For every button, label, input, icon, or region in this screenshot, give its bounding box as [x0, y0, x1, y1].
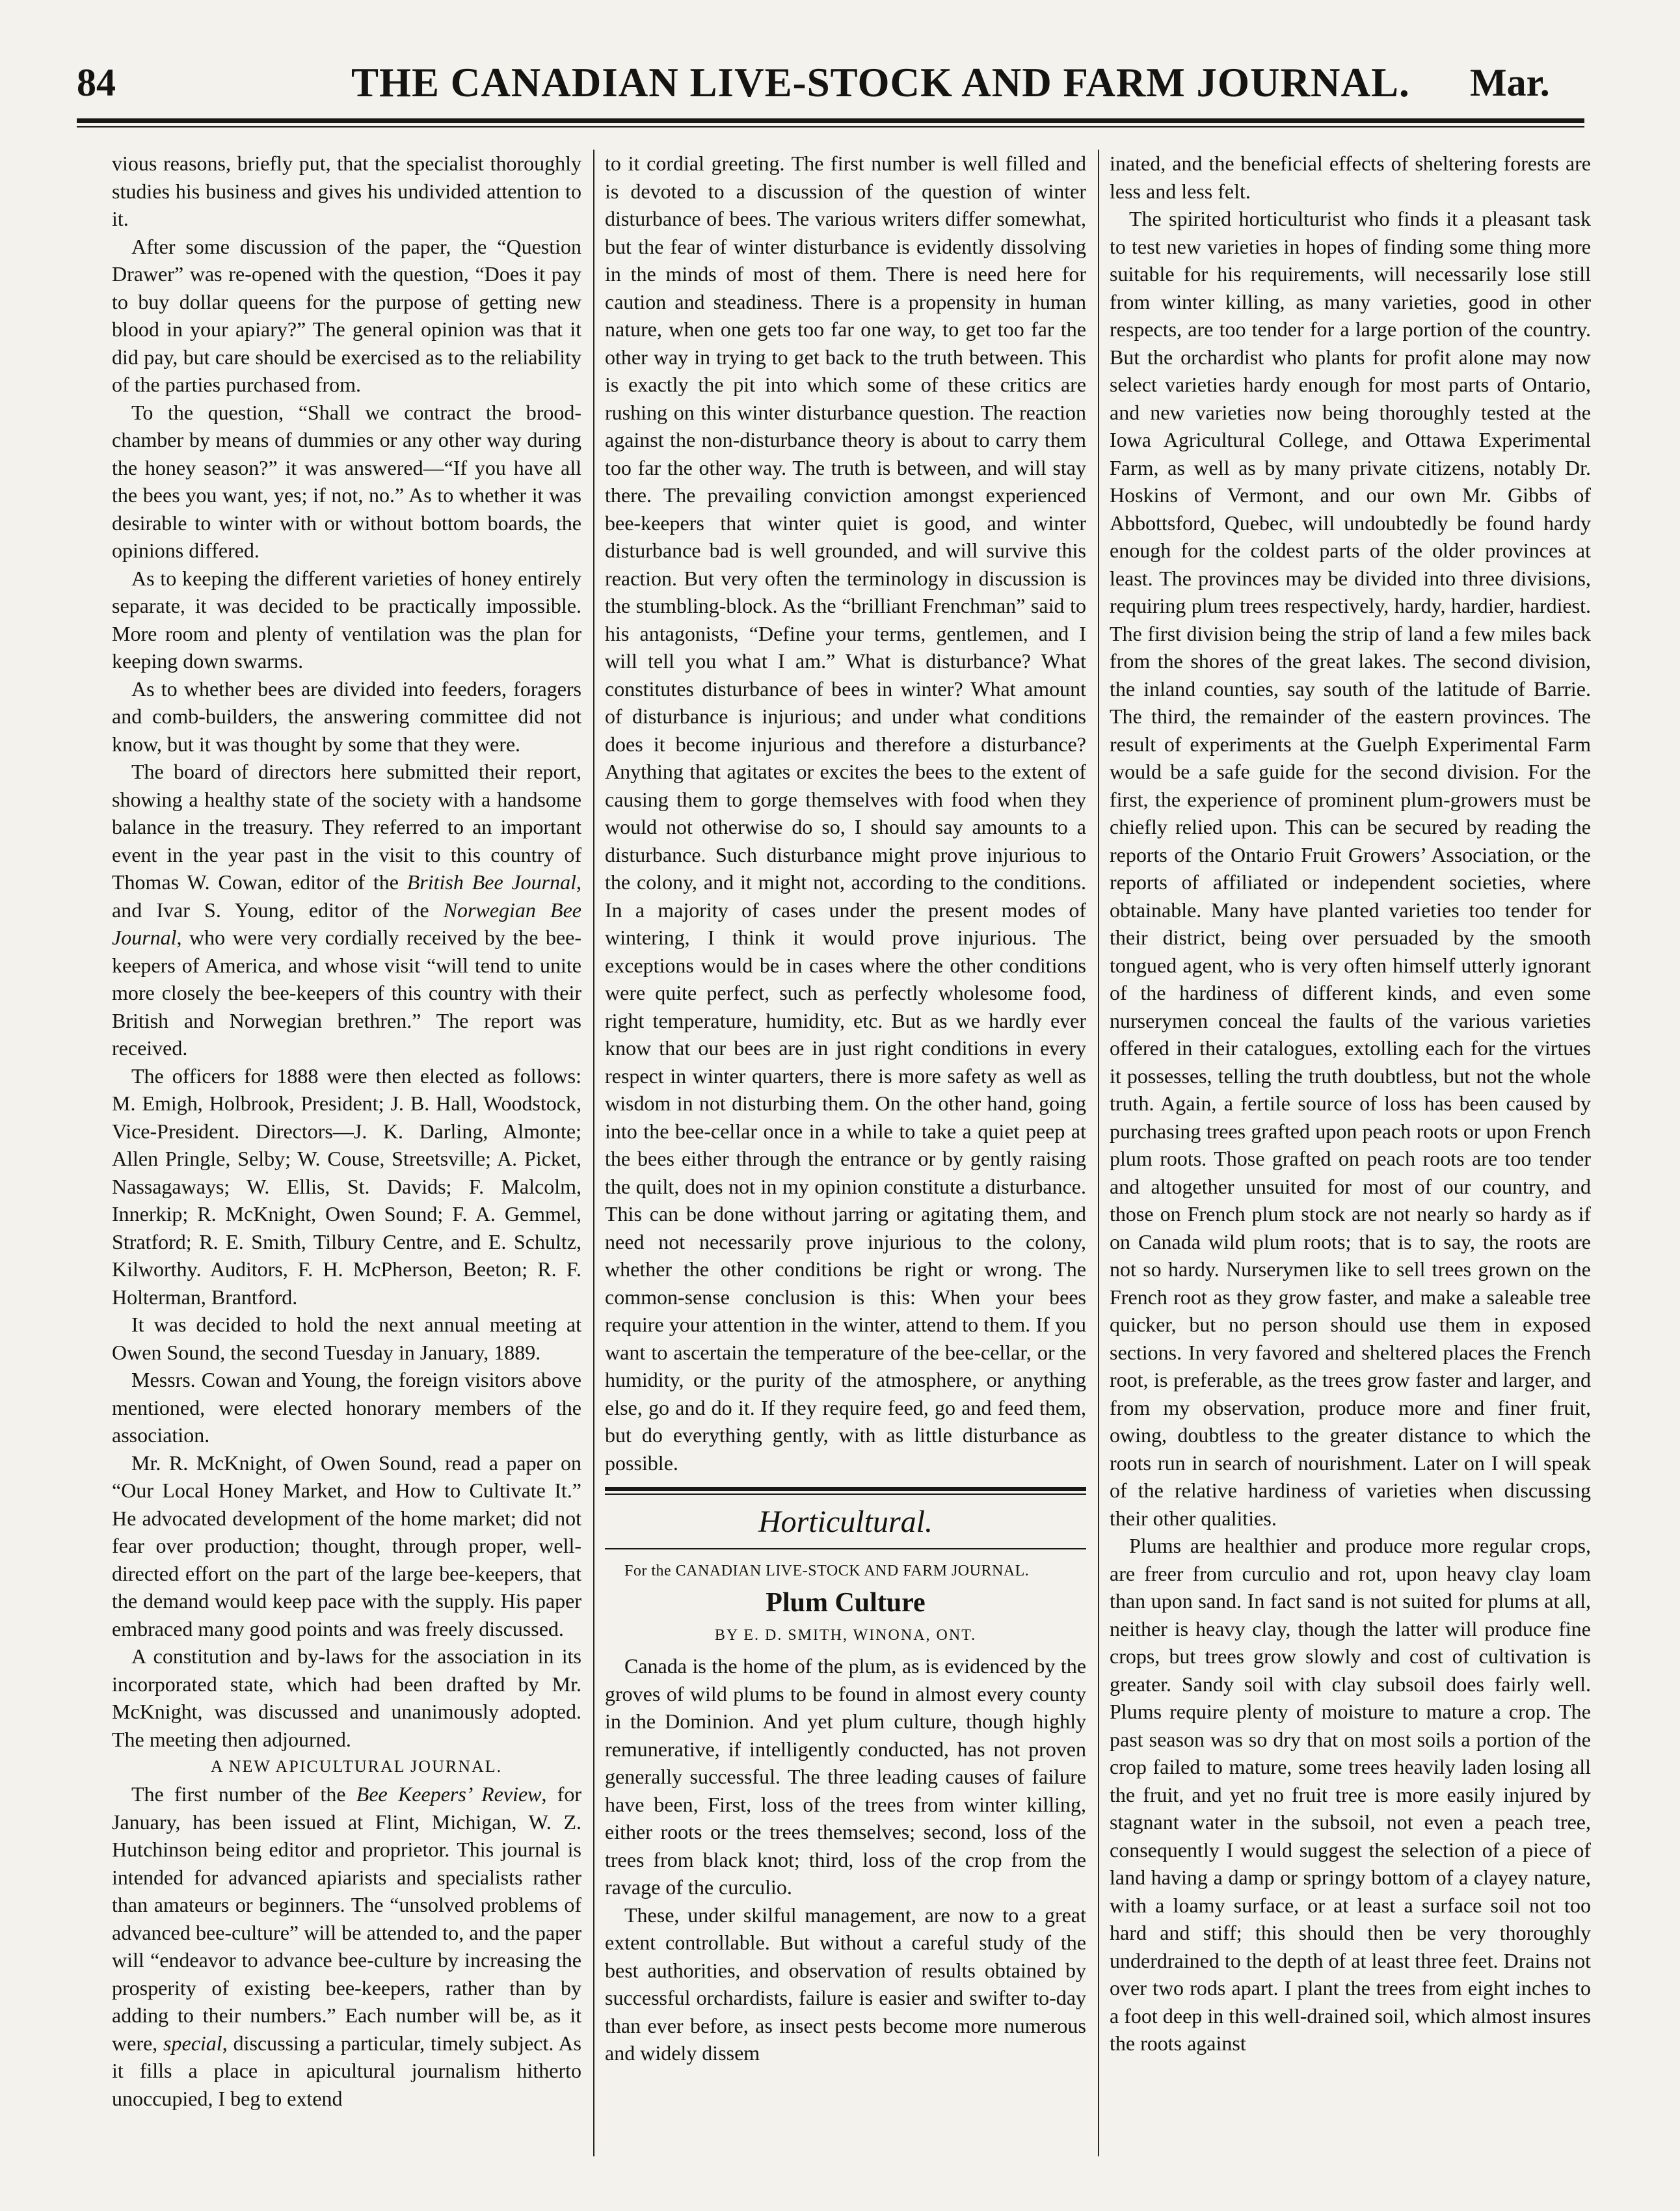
paragraph: Messrs. Cowan and Young, the foreign visitors above mentioned, were elected honorary members of the association.	[112, 1368, 581, 1447]
paragraph: To the question, “Shall we contract the brood-chamber by means of dummies or any other way during the honey season?” it was answered—“If you have all the bees you want, yes; if not, no.” As to whether it was desirable to winter with or without bottom boards, the opinions differed.	[112, 400, 581, 562]
section-rule-thick	[605, 1487, 1086, 1491]
paragraph: It was decided to hold the next annual meeting at Owen Sound, the second Tuesday in January, 1889.	[112, 1313, 581, 1364]
publication-name: Norwegian Bee Journal	[112, 898, 581, 949]
emphasis: special	[163, 2031, 222, 2055]
section-title: Horticultural.	[758, 1505, 933, 1539]
text-run: , discussing a particular, timely subject. As it fills a place in apicultural journalism hitherto unoccupied, I beg to extend	[112, 2031, 581, 2110]
header-rule-thick	[77, 118, 1584, 123]
article-byline: BY E. D. SMITH, WINONA, ONT.	[714, 1627, 977, 1644]
article-title: Plum Culture	[766, 1588, 926, 1618]
text-run: The board of directors here submitted their report, showing a healthy state of the society with a handsome balance in the treasury. They referred to an important event in the year past in the visit to this country of Thomas W. Cowan, editor of the	[112, 760, 581, 894]
page-header	[0, 0, 1680, 150]
column-divider-1	[593, 150, 594, 2156]
paragraph: The officers for 1888 were then elected as follows: M. Emigh, Holbrook, President; J. B. Hall, Woodstock, Vice-President. Directors—J. K. Darling, Almonte; Allen Pringle, Selby; W. Couse, Streetsville; A. Picket, Nassagaways; W. Ellis, St. Davids; F. Malcolm, Innerkip; R. McKnight, Owen Sound; F. A. Gemmel, Stratford; R. E. Smith, Tilbury Centre, and E. Schultz, Kilworthy. Auditors, F. H. McPherson, Beeton; R. F. Holterman, Brantford.	[112, 1064, 581, 1309]
text-run: , and Ivar S. Young, editor of the	[112, 870, 581, 922]
paragraph: to it cordial greeting. The first number is well filled and is devoted to a discussion of the question of winter disturbance of bees. The various writers differ somewhat, but the fear of winter disturbance is evidently dissolving in the minds of most of them. There is need here for caution and steadiness. There is a propensity in human nature, when one gets too far one way, to get too far the other way in trying to get back to the truth between. This is exactly the pit into which some of these critics are rushing on this winter disturbance question. The reaction against the non-disturbance theory is about to carry them too far the other way. The truth is between, and will stay there. The prevailing conviction amongst experienced bee-keepers that winter quiet is good, and winter disturbance bad is well grounded, and will survive this reaction. But very often the terminology in discussion is the stumbling-block. As the “brilliant Frenchman” said to his antagonists, “Define your terms, gentlemen, and I will tell you what I am.” What is disturbance? What constitutes disturbance of bees in winter? What amount of disturbance is injurious; and under what conditions does it become injurious and therefore a disturbance? Anything that agitates or excites the bees to the extent of causing them to gorge themselves with food when they would not otherwise do so, I should say amounts to a disturbance. Such disturbance might prove injurious to the colony, and it might not, according to the conditions. In a majority of cases under the present modes of wintering, I think it would prove injurious. The exceptions would be in cases where the other conditions were quite perfect, such as perfectly wholesome food, right temperature, humidity, etc. But as we hardly ever know that our bees are in just right conditions in every respect in winter quarters, there is more safety as well as wisdom in not disturbing them. On the other hand, going into the bee-cellar once in a while to take a quiet peep at the bees either through the entrance or by gently raising the quilt, does not in my opinion constitute a disturbance. This can be done without jarring or agitating them, and need not necessarily prove injurious to the colony, whether the other conditions be right or wrong. The common-sense conclusion is this: When your bees require your attention in the winter, attend to them. If you want to ascertain the temperature of the bee-cellar, or the humidity, or the purity of the atmosphere, or anything else, go and do it. If they require feed, go and feed them, but do everything gently, with as little disturbance as possible.	[605, 152, 1086, 1475]
paragraph	[112, 758, 581, 1062]
column-1	[112, 150, 581, 2156]
section-rule	[605, 1548, 1086, 1549]
column-3	[1110, 150, 1591, 2156]
issue-month: Mar.	[1470, 61, 1550, 104]
paragraph: After some discussion of the paper, the “Question Drawer” was re-opened with the question, “Does it pay to buy dollar queens for the purpose of getting new blood in your apiary?” The general opinion was that it did pay, but care should be exercised as to the reliability of the parties purchased from.	[112, 234, 581, 396]
article-credit: For the CANADIAN LIVE-STOCK AND FARM JOURNAL.	[624, 1562, 1030, 1579]
text-run: , who were very cordially received by the bee-keepers of America, and whose visit “will tend to unite more closely the bee-keepers of this country with their British and Norwegian brethren.” The report was received.	[112, 926, 581, 1060]
paragraph: As to whether bees are divided into feeders, foragers and comb-builders, the answering committee did not know, but it was thought by some that they were.	[112, 677, 581, 756]
paragraph: Plums are healthier and produce more regular crops, are freer from curculio and rot, upon heavy clay loam than upon sand. In fact sand is not suited for plums at all, neither is heavy clay, though the latter will produce fine crops, but trees grow slowly and cost of cultivation is greater. Sandy soil with clay subsoil does fairly well. Plums require plenty of moisture to mature a crop. The past season was so dry that on most soils a portion of the crop failed to mature, some trees heavily laden losing all the fruit, and yet no fruit tree is more easily injured by stagnant water in the subsoil, not even a peach tree, consequently I would suggest the selection of a piece of land having a damp or springy bottom of a clayey nature, with a loamy surface, or at least a surface soil not too hard and stiff; this should then be very thoroughly underdrained to the depth of at least three feet. Drains not over two rods apart. I plant the trees from eight inches to a foot deep in this well-drained soil, which almost insures the roots against	[1110, 1534, 1591, 2055]
text-run: , for January, has been issued at Flint, Michigan, W. Z. Hutchinson being editor and proprietor. This journal is intended for advanced apiarists and specialists rather than amateurs or beginners. The “unsolved problems of advanced bee-culture” will be attended to, and the paper will “endeavor to advance bee-culture by increasing the prosperity of existing bee-keepers, rather than by adding to their numbers.” Each number will be, as it were,	[112, 1782, 581, 2055]
section-rule-thin	[605, 1494, 1086, 1495]
text-run: The first number of the	[131, 1782, 356, 1806]
paragraph: Mr. R. McKnight, of Owen Sound, read a paper on “Our Local Honey Market, and How to Cultivate It.” He advocated development of the home market; did not fear over production; thought, through proper, well-directed effort on the part of the large bee-keepers, that the demand would keep pace with the supply. His paper embraced many good points and was freely discussed.	[112, 1451, 581, 1641]
paragraph: A constitution and by-laws for the association in its incorporated state, which had been drafted by Mr. McKnight, was discussed and unanimously adopted. The meeting then adjourned.	[112, 1644, 581, 1751]
publication-name: British Bee Journal	[407, 870, 577, 894]
paragraph: inated, and the beneficial effects of sheltering forests are less and less felt.	[1110, 152, 1591, 203]
header-rule-thin	[77, 126, 1584, 127]
page-number: 84	[77, 61, 116, 104]
column-2	[605, 150, 1086, 2156]
journal-title: THE CANADIAN LIVE-STOCK AND FARM JOURNAL.	[351, 60, 1410, 105]
publication-name: Bee Keepers’ Review	[356, 1782, 542, 1806]
paragraph: As to keeping the different varieties of honey entirely separate, it was decided to be practically impossible. More room and plenty of ventilation was the plan for keeping down swarms.	[112, 566, 581, 673]
subheading: A NEW APICULTURAL JOURNAL.	[210, 1757, 503, 1776]
paragraph	[112, 1780, 581, 2112]
paragraph: Canada is the home of the plum, as is evidenced by the groves of wild plums to be found in almost every county in the Dominion. And yet plum culture, though highly remunerative, if intelligently conducted, has not proven generally successful. The three leading causes of failure have been, First, loss of the trees from winter killing, either roots or the trees themselves; second, loss of the trees from black knot; third, loss of the crop from the ravage of the curculio.	[605, 1654, 1086, 1899]
paragraph: The spirited horticulturist who finds it a pleasant task to test new varieties in hopes of finding some thing more suitable for his requirements, will necessarily lose still from winter killing, as many varieties, good in other respects, are too tender for a large portion of the country. But the orchardist who plants for profit alone may now select varieties hardy enough for most parts of Ontario, and new varieties now being thoroughly tested at the Iowa Agricultural College, and Ottawa Experimental Farm, as well as by many private citizens, notably Dr. Hoskins of Vermont, and our own Mr. Gibbs of Abbottsford, Quebec, will undoubtedly be found hardy enough for the coldest parts of the older provinces at least. The provinces may be divided into three divisions, requiring plum trees respectively, hardy, hardier, hardiest. The first division being the strip of land a few miles back from the shores of the great lakes. The second division, the inland counties, say south of the latitude of Barrie. The third, the remainder of the eastern provinces. The result of experiments at the Guelph Experimental Farm would be a safe guide for the second division. For the first, the experience of prominent plum-growers must be chiefly relied upon. This can be secured by reading the reports of the Ontario Fruit Growers’ Association, or the reports of affiliated or independent societies, where obtainable. Many have planted varieties too tender for their district, being over persuaded by the smooth tongued agent, who is very often himself utterly ignorant of the hardiness of different kinds, and even some nurserymen conceal the faults of the various varieties offered in their catalogues, extolling each for the virtues it possesses, telling the truth doubtless, but not the whole truth. Again, a fertile source of loss has been caused by purchasing trees grafted upon peach roots or upon French plum roots. Those grafted on peach roots are too tender and altogether unsuited for most of our country, and those on French plum stock are not nearly so hardy as if on Canada wild plum roots; that is to say, the roots are not so hardy. Nurserymen like to sell trees grown on the French root as they grow faster, and make a saleable tree quicker, but no person should use them in exposed sections. In very favored and sheltered places the French root, is preferable, as the trees grow faster and larger, and from my observation, produce more and finer fruit, owing, doubtless to the greater distance to which the roots run in search of nourishment. Later on I will speak of the relative hardiness of varieties when discussing their other qualities.	[1110, 207, 1591, 1530]
column-divider-2	[1098, 150, 1099, 2156]
paragraph: These, under skilful management, are now to a great extent controllable. But without a careful study of the best authorities, and observation of results obtained by successful orchardists, failure is easier and swifter to-day than ever before, as insect pests become more numerous and widely dissem	[605, 1903, 1086, 2065]
paragraph: vious reasons, briefly put, that the specialist thoroughly studies his business and gives his undivided attention to it.	[112, 152, 581, 230]
